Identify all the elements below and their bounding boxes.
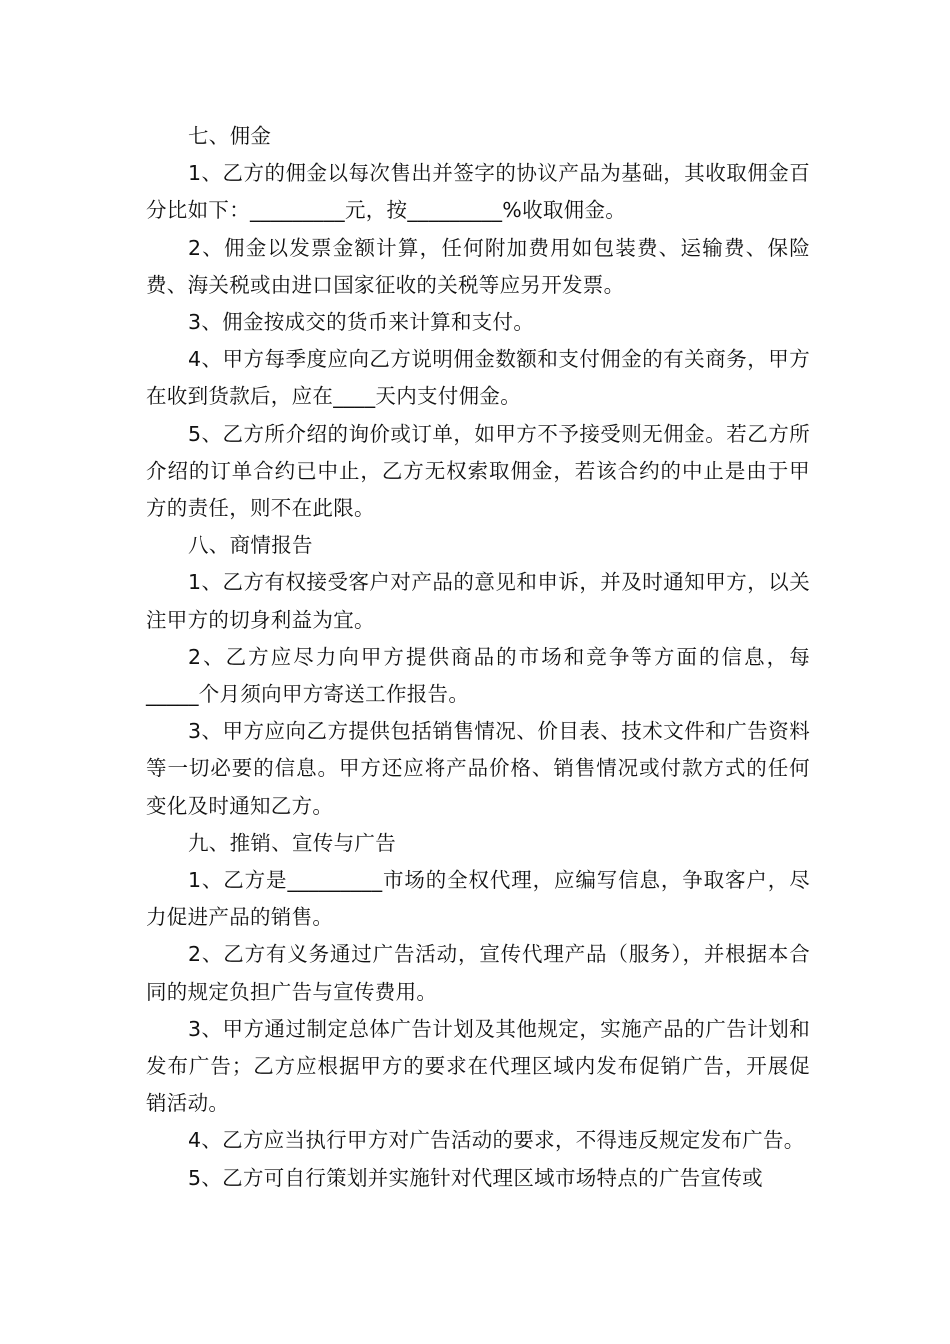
paragraph: 3、甲方应向乙方提供包括销售情况、价目表、技术文件和广告资料等一切必要的信息。甲方还应将产品价格、销售情况或付款方式的任何变化及时通知乙方。 [146, 719, 810, 818]
paragraph: 5、乙方所介绍的询价或订单，如甲方不予接受则无佣金。若乙方所介绍的订单合约已中止，乙方无权索取佣金，若该合约的中止是由于甲方的责任，则不在此限。 [146, 421, 810, 521]
paragraph: 3、甲方通过制定总体广告计划及其他规定，实施产品的广告计划和发布广告；乙方应根据甲方的要求在代理区域内发布促销广告，开展促销活动。 [146, 1016, 810, 1116]
paragraph: 5、乙方可自行策划并实施针对代理区域市场特点的广告宣传或 [188, 1165, 763, 1190]
paragraph: 1、乙方有权接受客户对产品的意见和申诉，并及时通知甲方，以关注甲方的切身利益为宜。 [146, 570, 810, 632]
paragraph: 2、佣金以发票金额计算，任何附加费用如包装费、运输费、保险费、海关税或由进口国家征收的关税等应另开发票。 [146, 235, 810, 297]
paragraph: 1、乙方的佣金以每次售出并签字的协议产品为基础，其收取佣金百分比如下：_________元，按_________%收取佣金。 [146, 161, 810, 223]
paragraph: 4、甲方每季度应向乙方说明佣金数额和支付佣金的有关商务，甲方在收到货款后，应在____天内支付佣金。 [146, 347, 810, 409]
section-heading-market-report: 八、商情报告 [188, 533, 313, 558]
paragraph: 2、乙方应尽力向甲方提供商品的市场和竞争等方面的信息，每_____个月须向甲方寄送工作报告。 [146, 644, 810, 707]
paragraph: 1、乙方是_________市场的全权代理，应编写信息，争取客户，尽力促进产品的销售。 [146, 868, 810, 930]
section-heading-promotion: 九、推销、宣传与广告 [188, 830, 396, 855]
paragraph: 4、乙方应当执行甲方对广告活动的要求，不得违反规定发布广告。 [188, 1128, 805, 1153]
paragraph: 3、佣金按成交的货币来计算和支付。 [188, 310, 535, 335]
contract-body [146, 118, 810, 1197]
paragraph: 2、乙方有义务通过广告活动，宣传代理产品（服务），并根据本合同的规定负担广告与宣传费用。 [146, 942, 810, 1004]
section-heading-commission: 七、佣金 [188, 124, 272, 148]
